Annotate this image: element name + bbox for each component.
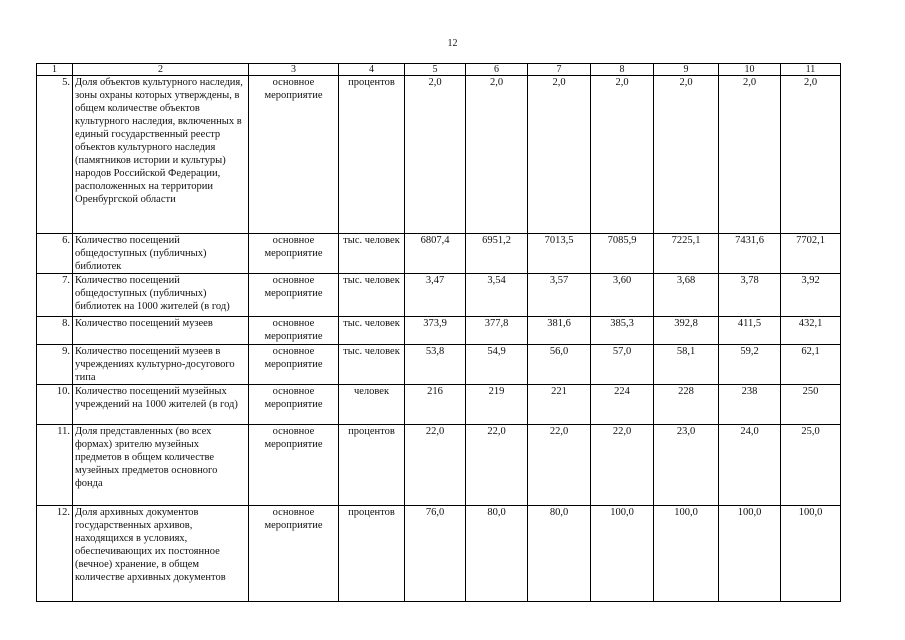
value-cell: 22,0 — [405, 425, 466, 506]
value-cell: 7085,9 — [591, 234, 654, 274]
value-cell: 2,0 — [591, 76, 654, 234]
value-cell: 219 — [466, 385, 528, 425]
value-cell: 2,0 — [528, 76, 591, 234]
row-number: 7. — [37, 274, 73, 317]
value-cell: 7225,1 — [654, 234, 719, 274]
value-cell: 3,60 — [591, 274, 654, 317]
value-cell: 224 — [591, 385, 654, 425]
value-cell: 377,8 — [466, 317, 528, 345]
value-cell: 100,0 — [781, 506, 841, 602]
table-row — [37, 274, 841, 317]
value-cell: 3,57 — [528, 274, 591, 317]
value-cell: 228 — [654, 385, 719, 425]
value-cell: 22,0 — [466, 425, 528, 506]
value-cell: 381,6 — [528, 317, 591, 345]
value-cell: 373,9 — [405, 317, 466, 345]
value-cell: 238 — [719, 385, 781, 425]
value-cell: 3,92 — [781, 274, 841, 317]
row-number: 6. — [37, 234, 73, 274]
unit: тыс. человек — [339, 274, 405, 317]
row-number: 11. — [37, 425, 73, 506]
indicator-name: Доля объектов культурного наследия, зоны охраны которых утверждены, в общем количестве объектов культурного наследия, включенных в единый государственный реестр объектов культурного наследия (памятников истории и культуры) народов Российской Федерации, расположенных на территории Оренбургской области — [73, 76, 249, 234]
table-row — [37, 317, 841, 345]
value-cell: 23,0 — [654, 425, 719, 506]
table-row — [37, 234, 841, 274]
value-cell: 54,9 — [466, 345, 528, 385]
value-cell: 22,0 — [591, 425, 654, 506]
event-type: основное мероприятие — [249, 76, 339, 234]
table-row — [37, 345, 841, 385]
unit: процентов — [339, 76, 405, 234]
unit: процентов — [339, 425, 405, 506]
value-cell: 24,0 — [719, 425, 781, 506]
value-cell: 385,3 — [591, 317, 654, 345]
value-cell: 25,0 — [781, 425, 841, 506]
table-header-row — [37, 64, 841, 76]
unit: тыс. человек — [339, 234, 405, 274]
value-cell: 100,0 — [654, 506, 719, 602]
value-cell: 2,0 — [654, 76, 719, 234]
table-row — [37, 506, 841, 602]
value-cell: 221 — [528, 385, 591, 425]
row-number: 12. — [37, 506, 73, 602]
row-number: 5. — [37, 76, 73, 234]
value-cell: 2,0 — [405, 76, 466, 234]
value-cell: 62,1 — [781, 345, 841, 385]
row-number: 8. — [37, 317, 73, 345]
value-cell: 392,8 — [654, 317, 719, 345]
value-cell: 7431,6 — [719, 234, 781, 274]
table-row — [37, 76, 841, 234]
value-cell: 53,8 — [405, 345, 466, 385]
value-cell: 7013,5 — [528, 234, 591, 274]
event-type: основное мероприятие — [249, 317, 339, 345]
value-cell: 2,0 — [781, 76, 841, 234]
event-type: основное мероприятие — [249, 425, 339, 506]
column-header: 8 — [591, 64, 654, 76]
unit: тыс. человек — [339, 317, 405, 345]
value-cell: 2,0 — [466, 76, 528, 234]
column-header: 7 — [528, 64, 591, 76]
value-cell: 3,78 — [719, 274, 781, 317]
value-cell: 57,0 — [591, 345, 654, 385]
value-cell: 7702,1 — [781, 234, 841, 274]
table-row — [37, 385, 841, 425]
value-cell: 3,54 — [466, 274, 528, 317]
value-cell: 411,5 — [719, 317, 781, 345]
indicator-name: Доля архивных документов государственных архивов, находящихся в условиях, обеспечивающих их постоянное (вечное) хранение, в общем количестве архивных документов — [73, 506, 249, 602]
event-type: основное мероприятие — [249, 345, 339, 385]
row-number: 9. — [37, 345, 73, 385]
value-cell: 80,0 — [528, 506, 591, 602]
unit: процентов — [339, 506, 405, 602]
value-cell: 22,0 — [528, 425, 591, 506]
value-cell: 2,0 — [719, 76, 781, 234]
indicator-name: Количество посещений общедоступных (публичных) библиотек на 1000 жителей (в год) — [73, 274, 249, 317]
column-header: 6 — [466, 64, 528, 76]
value-cell: 59,2 — [719, 345, 781, 385]
value-cell: 6951,2 — [466, 234, 528, 274]
event-type: основное мероприятие — [249, 234, 339, 274]
indicator-name: Количество посещений музеев — [73, 317, 249, 345]
event-type: основное мероприятие — [249, 506, 339, 602]
column-header: 5 — [405, 64, 466, 76]
indicators-table — [36, 63, 841, 602]
unit: человек — [339, 385, 405, 425]
value-cell: 100,0 — [719, 506, 781, 602]
column-header: 11 — [781, 64, 841, 76]
column-header: 9 — [654, 64, 719, 76]
value-cell: 100,0 — [591, 506, 654, 602]
event-type: основное мероприятие — [249, 274, 339, 317]
indicator-name: Количество посещений музейных учреждений на 1000 жителей (в год) — [73, 385, 249, 425]
value-cell: 56,0 — [528, 345, 591, 385]
indicator-name: Доля представленных (во всех формах) зрителю музейных предметов в общем количестве музейных предметов основного фонда — [73, 425, 249, 506]
value-cell: 3,68 — [654, 274, 719, 317]
value-cell: 432,1 — [781, 317, 841, 345]
page-number: 12 — [447, 38, 458, 49]
value-cell: 6807,4 — [405, 234, 466, 274]
value-cell: 3,47 — [405, 274, 466, 317]
column-header: 1 — [37, 64, 73, 76]
value-cell: 58,1 — [654, 345, 719, 385]
value-cell: 216 — [405, 385, 466, 425]
column-header: 4 — [339, 64, 405, 76]
unit: тыс. человек — [339, 345, 405, 385]
column-header: 2 — [73, 64, 249, 76]
row-number: 10. — [37, 385, 73, 425]
table-row — [37, 425, 841, 506]
indicator-name: Количество посещений музеев в учреждениях культурно-досугового типа — [73, 345, 249, 385]
column-header: 10 — [719, 64, 781, 76]
value-cell: 80,0 — [466, 506, 528, 602]
value-cell: 76,0 — [405, 506, 466, 602]
column-header: 3 — [249, 64, 339, 76]
event-type: основное мероприятие — [249, 385, 339, 425]
value-cell: 250 — [781, 385, 841, 425]
indicator-name: Количество посещений общедоступных (публичных) библиотек — [73, 234, 249, 274]
